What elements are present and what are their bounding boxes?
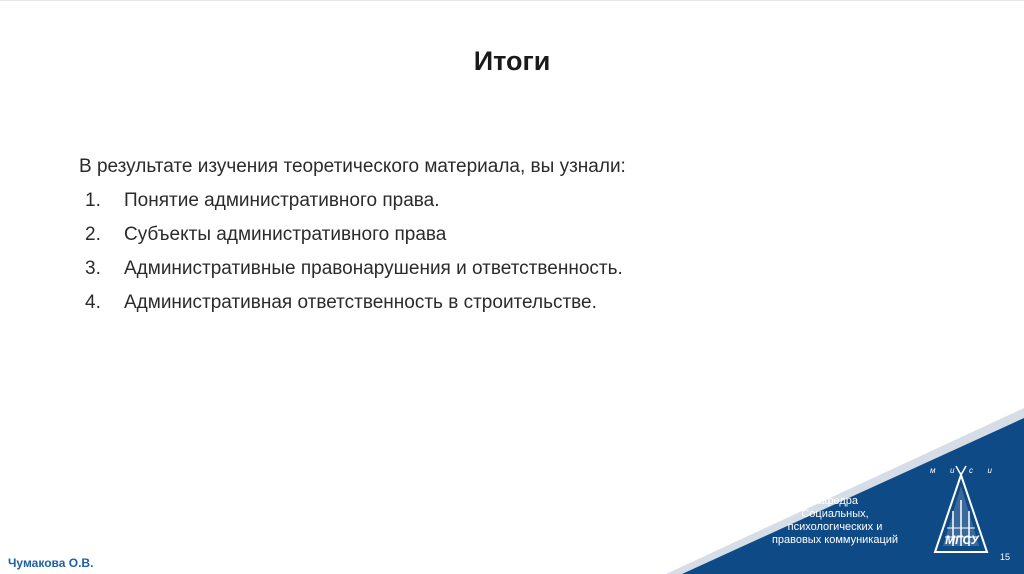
logo-name: МГСУ [945,533,979,547]
page-number: 15 [1000,552,1011,562]
slide-title: Итоги [473,46,551,76]
list-item-text: Административные правонарушения и ответственность. [124,258,623,279]
list-item-number: 4. [85,292,101,313]
list-item-number: 2. [85,224,101,245]
department-caption [760,495,910,547]
author-name: Чумакова О.В. [8,556,94,570]
list-item-text: Субъекты административного права [124,224,447,245]
logo-letters [930,466,992,475]
department-line: правовых коммуникаций [771,534,899,546]
department-line: психологических и [787,521,883,533]
department-line: Социальных, [801,508,869,520]
list-item-text: Административная ответственность в строительстве. [124,292,597,313]
logo-letter: м [930,466,936,475]
list-item-number: 1. [85,190,101,211]
department-line: Кафедра [811,495,859,507]
logo-letter: и [987,466,992,475]
logo-letter: и [950,466,955,475]
logo-letter: с [969,466,973,475]
list-item-number: 3. [85,258,101,279]
intro-text: В результате изучения теоретического материала, вы узнали: [79,156,626,177]
list-item-text: Понятие административного права. [124,190,440,211]
